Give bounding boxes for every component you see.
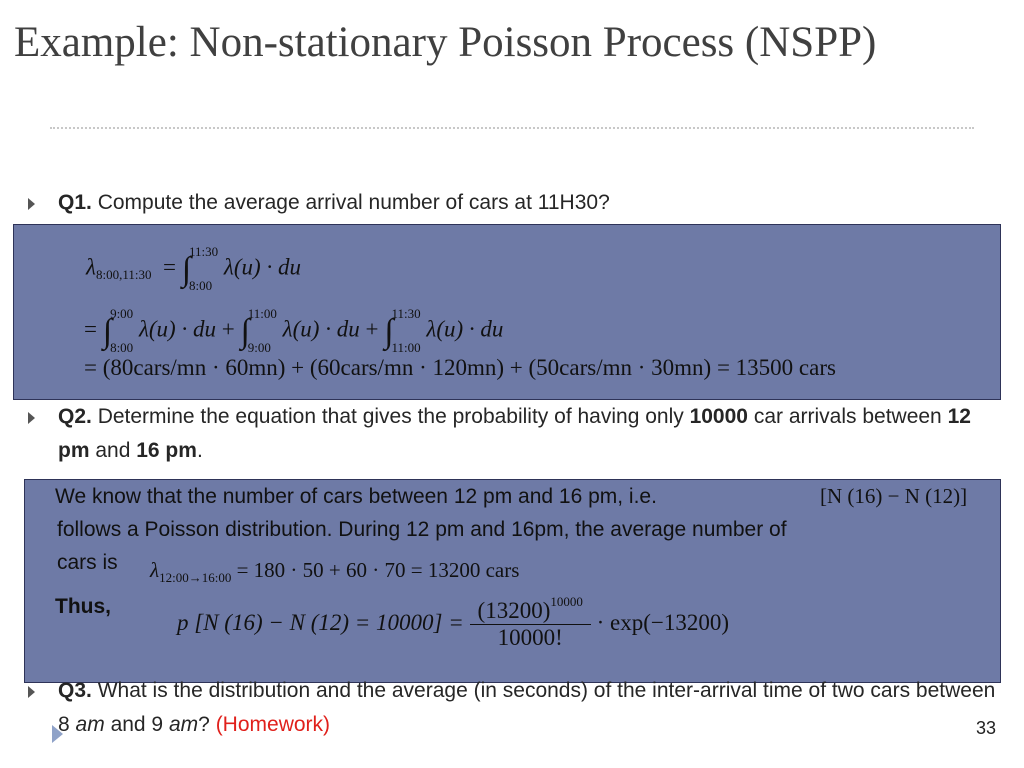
equation-line-3: = (80cars/mn · 60mn) + (60cars/mn · 120mn) + (50cars/mn · 30mn) = 13500 cars xyxy=(84,355,836,380)
bullet-arrow-icon xyxy=(28,198,35,210)
q3-label: Q3. xyxy=(58,679,92,702)
equation-box-q2 xyxy=(24,479,1001,683)
equation-line-2: = ∫ 9:00 8:00 λ(u) · du + ∫ 11:00 9:00 λ(u) · du + ∫ 11:30 11:00 λ(u) · du xyxy=(84,306,504,355)
q2-label: Q2. xyxy=(58,405,92,428)
q1-label: Q1. xyxy=(58,191,92,214)
equation-line-1: $\lambda_{8:00,11:30}$ = ∫ 11:30 8:00 λ(u) · du xyxy=(86,244,301,293)
q1-text: Compute the average arrival number of cars at 11H30? xyxy=(97,191,610,214)
box2-line2: follows a Poisson distribution. During 12 pm and 16pm, the average number of xyxy=(57,518,787,541)
box2-line3: cars is xyxy=(57,551,118,574)
bullet-arrow-icon xyxy=(28,686,35,698)
nav-arrow-icon[interactable] xyxy=(52,725,63,743)
title-divider xyxy=(50,127,974,129)
probability-equation: p [N (16) − N (12) = 10000] = $\frac{(13200)^{10000}}{10000!}$ · exp(−13200) xyxy=(177,594,730,650)
slide-title: Example: Non-stationary Poisson Process (NSPP) xyxy=(14,19,877,66)
bullet-q2: Q2. Determine the equation that gives the probability of having only 10000 car arrivals between 12 pm and 16 pm. xyxy=(58,400,998,468)
probability-fraction: $\frac{(13200)^{10000}}{10000!}$ xyxy=(470,598,591,651)
bullet-arrow-icon xyxy=(28,412,35,424)
bracket-expression: [N (16) − N (12)] xyxy=(820,484,968,508)
thus-label: Thus, xyxy=(55,595,111,618)
box2-line1: We know that the number of cars between 12 pm and 16 pm, i.e. xyxy=(55,485,657,508)
lambda-expression: $\lambda_{12:00\to 16:00} = 180 \cdot 50 + 60 \cdot 70 = 13200$ cars xyxy=(150,558,520,585)
page-number: 33 xyxy=(975,718,996,738)
homework-label: (Homework) xyxy=(215,713,331,736)
bullet-q3: Q3. What is the distribution and the average (in seconds) of the inter-arrival time of two cars between 8 am and 9 am? (Homework) xyxy=(58,674,1003,742)
equation-box-q1 xyxy=(13,224,1001,400)
bullet-q1 xyxy=(58,186,998,220)
